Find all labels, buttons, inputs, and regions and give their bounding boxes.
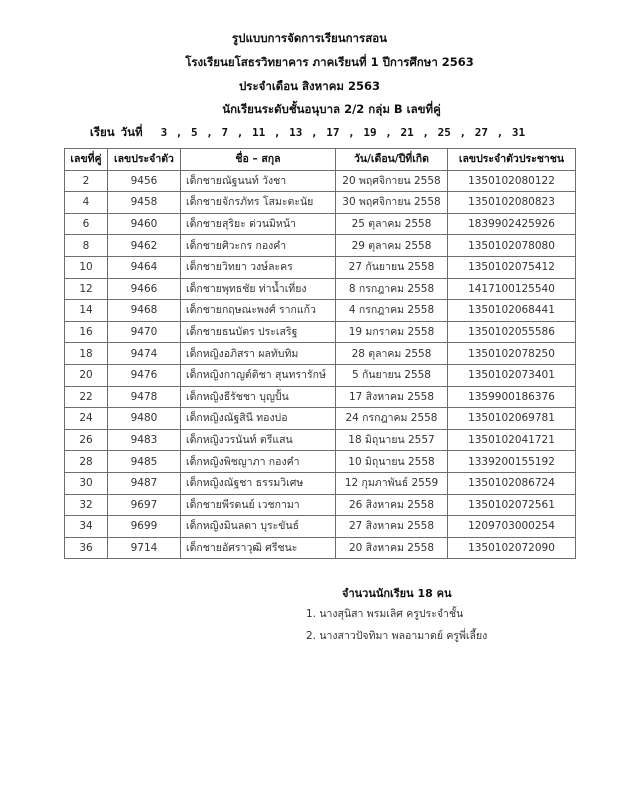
cell-full-name: เด็กหญิงกาญต์ติชา สุนทรารักษ์ [181,364,336,386]
cell-birth-date: 30 พฤศจิกายน 2558 [336,192,448,214]
cell-full-name: เด็กชายณัฐนนท์ วังชา [181,170,336,192]
table-row [65,343,576,365]
cell-citizen-id: 1359900186376 [448,386,576,408]
month-line: ประจำเดือน สิงหาคม 2563 [239,79,380,93]
cell-citizen-id: 1350102072090 [448,537,576,559]
cell-even-number: 8 [65,235,108,257]
cell-even-number: 26 [65,429,108,451]
table-row [65,170,576,192]
cell-student-id: 9474 [108,343,181,365]
cell-citizen-id: 1339200155192 [448,451,576,473]
cell-even-number: 14 [65,300,108,322]
cell-even-number: 2 [65,170,108,192]
cell-full-name: เด็กหญิงณัฐสินี ทองบ่อ [181,408,336,430]
cell-citizen-id: 1350102078250 [448,343,576,365]
column-header-even-number: เลขที่คู่ [65,149,108,171]
cell-student-id: 9697 [108,494,181,516]
cell-citizen-id: 1350102075412 [448,256,576,278]
cell-full-name: เด็กชายจักรภัทร โสมะตะนัย [181,192,336,214]
cell-student-id: 9478 [108,386,181,408]
cell-birth-date: 25 ตุลาคม 2558 [336,213,448,235]
cell-even-number: 12 [65,278,108,300]
cell-citizen-id: 1350102069781 [448,408,576,430]
cell-student-id: 9458 [108,192,181,214]
cell-even-number: 4 [65,192,108,214]
cell-birth-date: 10 มิถุนายน 2558 [336,451,448,473]
cell-full-name: เด็กหญิงณัฐชา ธรรมวิเศษ [181,472,336,494]
cell-citizen-id: 1839902425926 [448,213,576,235]
cell-student-id: 9470 [108,321,181,343]
cell-even-number: 24 [65,408,108,430]
cell-birth-date: 19 มกราคม 2558 [336,321,448,343]
cell-full-name: เด็กชายสุริยะ ด่วนมิหน้า [181,213,336,235]
cell-full-name: เด็กหญิงอภิสรา ผลทับทิม [181,343,336,365]
table-row [65,494,576,516]
table-row [65,429,576,451]
cell-student-id: 9485 [108,451,181,473]
cell-student-id: 9483 [108,429,181,451]
table-row [65,300,576,322]
cell-birth-date: 17 สิงหาคม 2558 [336,386,448,408]
cell-even-number: 30 [65,472,108,494]
table-row [65,386,576,408]
cell-student-id: 9462 [108,235,181,257]
signatory-assistant-teacher: 2. นางสาวปัจทิมา พลอามาตย์ ครูพี่เลี้ยง [306,630,488,642]
table-row [65,192,576,214]
cell-citizen-id: 1350102073401 [448,364,576,386]
cell-full-name: เด็กชายพีรดนย์ เวชกามา [181,494,336,516]
table-row [65,364,576,386]
school-line: โรงเรียนยโสธรวิทยาคาร ภาคเรียนที่ 1 ปีการศึกษา 2563 [185,55,474,69]
cell-citizen-id: 1350102041721 [448,429,576,451]
cell-full-name: เด็กชายพุทธชัย ท่าน้ำเที่ยง [181,278,336,300]
cell-student-id: 9487 [108,472,181,494]
cell-citizen-id: 1417100125540 [448,278,576,300]
cell-student-id: 9468 [108,300,181,322]
cell-birth-date: 28 ตุลาคม 2558 [336,343,448,365]
table-row [65,278,576,300]
cell-birth-date: 8 กรกฎาคม 2558 [336,278,448,300]
table-row [65,537,576,559]
cell-birth-date: 29 ตุลาคม 2558 [336,235,448,257]
cell-even-number: 10 [65,256,108,278]
class-days-line [0,124,617,141]
cell-student-id: 9456 [108,170,181,192]
cell-even-number: 18 [65,343,108,365]
cell-full-name: เด็กหญิงธีรัชชา บุญปั้น [181,386,336,408]
student-count: จำนวนนักเรียน 18 คน [342,587,452,600]
cell-birth-date: 4 กรกฎาคม 2558 [336,300,448,322]
cell-full-name: เด็กชายกฤษณะพงศ์ รากแก้ว [181,300,336,322]
cell-birth-date: 18 มิถุนายน 2557 [336,429,448,451]
cell-birth-date: 20 สิงหาคม 2558 [336,537,448,559]
table-row [65,213,576,235]
cell-even-number: 34 [65,516,108,538]
table-row [65,408,576,430]
table-row [65,451,576,473]
table-row [65,235,576,257]
cell-full-name: เด็กหญิงพิชญาภา กองคำ [181,451,336,473]
table-body [65,170,576,559]
cell-even-number: 20 [65,364,108,386]
cell-birth-date: 26 สิงหาคม 2558 [336,494,448,516]
cell-even-number: 16 [65,321,108,343]
cell-citizen-id: 1209703000254 [448,516,576,538]
cell-citizen-id: 1350102078080 [448,235,576,257]
cell-student-id: 9480 [108,408,181,430]
cell-full-name: เด็กชายศิวะกร กองคำ [181,235,336,257]
cell-even-number: 32 [65,494,108,516]
cell-student-id: 9476 [108,364,181,386]
cell-full-name: เด็กหญิงวรนันท์ ตรีแสน [181,429,336,451]
cell-even-number: 28 [65,451,108,473]
cell-citizen-id: 1350102080122 [448,170,576,192]
cell-full-name: เด็กชายวิทยา วงษ์ละคร [181,256,336,278]
cell-student-id: 9699 [108,516,181,538]
cell-citizen-id: 1350102080823 [448,192,576,214]
signatory-homeroom-teacher: 1. นางสุนิสา พรมเลิศ ครูประจำชั้น [306,608,464,620]
cell-citizen-id: 1350102072561 [448,494,576,516]
class-days-label: เรียน วันที่ [89,125,143,139]
cell-student-id: 9460 [108,213,181,235]
cell-full-name: เด็กหญิงมินลดา บุระขันธ์ [181,516,336,538]
cell-even-number: 36 [65,537,108,559]
cell-even-number: 6 [65,213,108,235]
table-header-row [65,149,576,171]
column-header-student-id: เลขประจำตัว [108,149,181,171]
cell-citizen-id: 1350102086724 [448,472,576,494]
class-days-list: 3 , 5 , 7 , 11 , 13 , 17 , 19 , 21 , 25 , 27 , 31 [160,126,526,139]
table-row [65,516,576,538]
cell-birth-date: 12 กุมภาพันธ์ 2559 [336,472,448,494]
table-row [65,472,576,494]
cell-even-number: 22 [65,386,108,408]
column-header-full-name: ชื่อ – สกุล [181,149,336,171]
cell-student-id: 9464 [108,256,181,278]
table-row [65,321,576,343]
cell-citizen-id: 1350102055586 [448,321,576,343]
table-row [65,256,576,278]
cell-citizen-id: 1350102068441 [448,300,576,322]
cell-full-name: เด็กชายอัศราวุฒิ ศรีชนะ [181,537,336,559]
column-header-birth-date: วัน/เดือน/ปีที่เกิด [336,149,448,171]
cell-birth-date: 27 สิงหาคม 2558 [336,516,448,538]
cell-full-name: เด็กชายธนบัตร ประเสริฐ [181,321,336,343]
cell-birth-date: 5 กันยายน 2558 [336,364,448,386]
cell-birth-date: 20 พฤศจิกายน 2558 [336,170,448,192]
student-table [64,148,576,559]
cell-student-id: 9466 [108,278,181,300]
cell-student-id: 9714 [108,537,181,559]
cell-birth-date: 24 กรกฎาคม 2558 [336,408,448,430]
cell-birth-date: 27 กันยายน 2558 [336,256,448,278]
document-title: รูปแบบการจัดการเรียนการสอน [232,31,387,45]
group-line: นักเรียนระดับชั้นอนุบาล 2/2 กลุ่ม B เลขที่คู่ [222,102,441,116]
column-header-citizen-id: เลขประจำตัวประชาชน [448,149,576,171]
